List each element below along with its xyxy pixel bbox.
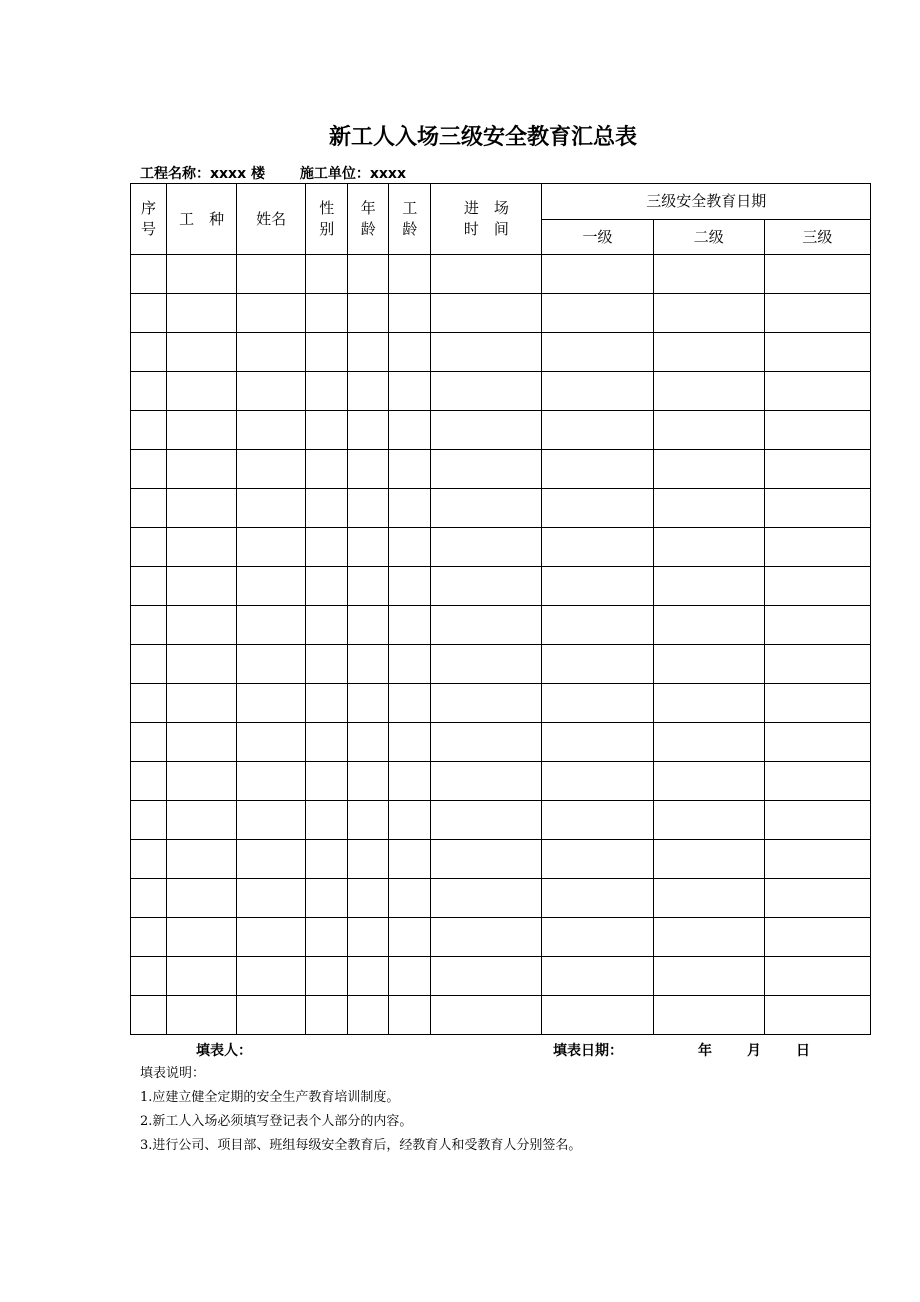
table-cell[interactable] bbox=[764, 567, 870, 606]
table-cell[interactable] bbox=[131, 996, 167, 1035]
table-cell[interactable] bbox=[764, 450, 870, 489]
table-cell[interactable] bbox=[431, 450, 542, 489]
table-cell[interactable] bbox=[131, 840, 167, 879]
table-row bbox=[131, 918, 871, 957]
table-row bbox=[131, 684, 871, 723]
table-cell[interactable] bbox=[167, 567, 237, 606]
table-cell[interactable] bbox=[167, 996, 237, 1035]
table-cell[interactable] bbox=[348, 606, 389, 645]
table-cell[interactable] bbox=[306, 411, 348, 450]
table-cell[interactable] bbox=[237, 879, 306, 918]
table-cell[interactable] bbox=[764, 801, 870, 840]
header-level2: 二级 bbox=[653, 220, 764, 255]
table-cell[interactable] bbox=[542, 450, 653, 489]
table-cell[interactable] bbox=[653, 333, 764, 372]
table-cell[interactable] bbox=[542, 957, 653, 996]
table-cell[interactable] bbox=[431, 840, 542, 879]
header-age: 年 龄 bbox=[348, 184, 389, 255]
table-cell[interactable] bbox=[348, 840, 389, 879]
project-name: 工程名称：xxxx 楼 bbox=[140, 166, 265, 182]
table-cell[interactable] bbox=[306, 762, 348, 801]
table-cell[interactable] bbox=[306, 255, 348, 294]
table-cell[interactable] bbox=[348, 567, 389, 606]
table-row bbox=[131, 333, 871, 372]
table-cell[interactable] bbox=[237, 372, 306, 411]
table-cell[interactable] bbox=[131, 567, 167, 606]
table-cell[interactable] bbox=[348, 450, 389, 489]
table-cell[interactable] bbox=[431, 762, 542, 801]
table-cell[interactable] bbox=[653, 996, 764, 1035]
table-cell[interactable] bbox=[237, 801, 306, 840]
table-row bbox=[131, 645, 871, 684]
table-cell[interactable] bbox=[348, 957, 389, 996]
table-cell[interactable] bbox=[542, 411, 653, 450]
table-cell[interactable] bbox=[542, 996, 653, 1035]
table-cell[interactable] bbox=[167, 918, 237, 957]
table-cell[interactable] bbox=[348, 255, 389, 294]
header-name: 姓名 bbox=[237, 184, 306, 255]
table-cell[interactable] bbox=[131, 684, 167, 723]
table-cell[interactable] bbox=[389, 294, 431, 333]
table-cell[interactable] bbox=[167, 645, 237, 684]
table-cell[interactable] bbox=[542, 879, 653, 918]
table-cell[interactable] bbox=[431, 333, 542, 372]
table-cell[interactable] bbox=[348, 879, 389, 918]
table-cell[interactable] bbox=[389, 645, 431, 684]
table-cell[interactable] bbox=[131, 294, 167, 333]
table-cell[interactable] bbox=[542, 606, 653, 645]
table-cell[interactable] bbox=[431, 996, 542, 1035]
table-cell[interactable] bbox=[131, 606, 167, 645]
table-cell[interactable] bbox=[764, 411, 870, 450]
header-level3: 三级 bbox=[764, 220, 870, 255]
date-year: 年 bbox=[698, 1043, 712, 1059]
table-cell[interactable] bbox=[389, 723, 431, 762]
table-cell[interactable] bbox=[764, 918, 870, 957]
table-cell[interactable] bbox=[431, 723, 542, 762]
table-cell[interactable] bbox=[131, 528, 167, 567]
table-cell[interactable] bbox=[764, 528, 870, 567]
table-cell[interactable] bbox=[131, 489, 167, 528]
table-cell[interactable] bbox=[431, 684, 542, 723]
form-meta bbox=[140, 163, 436, 183]
table-cell[interactable] bbox=[348, 645, 389, 684]
table-cell[interactable] bbox=[237, 450, 306, 489]
table-cell[interactable] bbox=[764, 372, 870, 411]
table-cell[interactable] bbox=[348, 723, 389, 762]
table-cell[interactable] bbox=[167, 957, 237, 996]
note-item: 2.新工人入场必须填写登记表个人部分的内容。 bbox=[140, 1114, 413, 1129]
table-cell[interactable] bbox=[237, 723, 306, 762]
table-cell[interactable] bbox=[131, 918, 167, 957]
table-cell[interactable] bbox=[389, 762, 431, 801]
table-cell[interactable] bbox=[131, 879, 167, 918]
table-cell[interactable] bbox=[389, 450, 431, 489]
table-row bbox=[131, 996, 871, 1035]
table-cell[interactable] bbox=[389, 489, 431, 528]
table-cell[interactable] bbox=[389, 333, 431, 372]
table-cell[interactable] bbox=[431, 879, 542, 918]
table-cell[interactable] bbox=[653, 840, 764, 879]
table-cell[interactable] bbox=[167, 489, 237, 528]
table-cell[interactable] bbox=[306, 333, 348, 372]
table-cell[interactable] bbox=[167, 411, 237, 450]
table-cell[interactable] bbox=[167, 255, 237, 294]
table-cell[interactable] bbox=[131, 372, 167, 411]
table-cell[interactable] bbox=[306, 996, 348, 1035]
table-cell[interactable] bbox=[389, 996, 431, 1035]
table-cell[interactable] bbox=[237, 762, 306, 801]
table-cell[interactable] bbox=[167, 879, 237, 918]
table-cell[interactable] bbox=[237, 957, 306, 996]
table-cell[interactable] bbox=[348, 411, 389, 450]
table-cell[interactable] bbox=[237, 645, 306, 684]
table-cell[interactable] bbox=[167, 528, 237, 567]
table-cell[interactable] bbox=[389, 411, 431, 450]
note-item: 1.应建立健全定期的安全生产教育培训制度。 bbox=[140, 1090, 400, 1105]
table-cell[interactable] bbox=[764, 606, 870, 645]
table-cell[interactable] bbox=[389, 801, 431, 840]
education-summary-table bbox=[130, 183, 871, 1035]
table-cell[interactable] bbox=[167, 684, 237, 723]
table-cell[interactable] bbox=[542, 489, 653, 528]
table-cell[interactable] bbox=[306, 723, 348, 762]
table-cell[interactable] bbox=[237, 606, 306, 645]
header-edu-dates: 三级安全教育日期 bbox=[542, 184, 871, 220]
table-row bbox=[131, 606, 871, 645]
table-cell[interactable] bbox=[389, 606, 431, 645]
table-row bbox=[131, 528, 871, 567]
table-cell[interactable] bbox=[167, 723, 237, 762]
header-entry-time: 进 场 时 间 bbox=[431, 184, 542, 255]
table-row bbox=[131, 723, 871, 762]
table-cell[interactable] bbox=[431, 411, 542, 450]
table-cell[interactable] bbox=[167, 762, 237, 801]
table-cell[interactable] bbox=[764, 645, 870, 684]
table-cell[interactable] bbox=[167, 294, 237, 333]
table-cell[interactable] bbox=[348, 489, 389, 528]
table-cell[interactable] bbox=[542, 723, 653, 762]
page-title: 新工人入场三级安全教育汇总表 bbox=[328, 124, 637, 150]
table-cell[interactable] bbox=[764, 489, 870, 528]
table-row bbox=[131, 255, 871, 294]
table-cell[interactable] bbox=[542, 372, 653, 411]
table-cell[interactable] bbox=[431, 255, 542, 294]
table-row bbox=[131, 372, 871, 411]
table-cell[interactable] bbox=[764, 996, 870, 1035]
table-cell[interactable] bbox=[653, 879, 764, 918]
table-cell[interactable] bbox=[653, 372, 764, 411]
table-cell[interactable] bbox=[653, 762, 764, 801]
table-cell[interactable] bbox=[764, 957, 870, 996]
table-cell[interactable] bbox=[131, 411, 167, 450]
table-cell[interactable] bbox=[306, 294, 348, 333]
table-cell[interactable] bbox=[237, 567, 306, 606]
table-cell[interactable] bbox=[167, 333, 237, 372]
table-cell[interactable] bbox=[167, 606, 237, 645]
table-row bbox=[131, 957, 871, 996]
table-cell[interactable] bbox=[653, 528, 764, 567]
table-row bbox=[131, 294, 871, 333]
table-cell[interactable] bbox=[306, 840, 348, 879]
table-cell[interactable] bbox=[131, 957, 167, 996]
table-cell[interactable] bbox=[348, 801, 389, 840]
table-cell[interactable] bbox=[167, 801, 237, 840]
table-cell[interactable] bbox=[764, 879, 870, 918]
table-cell[interactable] bbox=[131, 801, 167, 840]
table-cell[interactable] bbox=[431, 489, 542, 528]
table-row bbox=[131, 840, 871, 879]
table-row bbox=[131, 411, 871, 450]
construction-unit: 施工单位：xxxx bbox=[299, 166, 406, 182]
table-row bbox=[131, 762, 871, 801]
table-cell[interactable] bbox=[764, 723, 870, 762]
table-row bbox=[131, 567, 871, 606]
table-cell[interactable] bbox=[348, 372, 389, 411]
table-cell[interactable] bbox=[542, 840, 653, 879]
table-cell[interactable] bbox=[389, 840, 431, 879]
table-cell[interactable] bbox=[431, 294, 542, 333]
table-cell[interactable] bbox=[542, 801, 653, 840]
table-cell[interactable] bbox=[348, 294, 389, 333]
table-row bbox=[131, 450, 871, 489]
table-cell[interactable] bbox=[237, 918, 306, 957]
fill-date-label: 填表日期： bbox=[553, 1043, 623, 1059]
table-cell[interactable] bbox=[306, 489, 348, 528]
table-cell[interactable] bbox=[306, 801, 348, 840]
table-cell[interactable] bbox=[131, 450, 167, 489]
table-cell[interactable] bbox=[306, 879, 348, 918]
table-cell[interactable] bbox=[431, 528, 542, 567]
table-cell[interactable] bbox=[131, 333, 167, 372]
table-cell[interactable] bbox=[306, 957, 348, 996]
table-cell[interactable] bbox=[389, 957, 431, 996]
fill-instructions bbox=[140, 1062, 581, 1158]
table-cell[interactable] bbox=[306, 645, 348, 684]
table-cell[interactable] bbox=[653, 255, 764, 294]
table-cell[interactable] bbox=[431, 645, 542, 684]
table-cell[interactable] bbox=[431, 606, 542, 645]
table-cell[interactable] bbox=[237, 684, 306, 723]
header-gender: 性 别 bbox=[306, 184, 348, 255]
table-cell[interactable] bbox=[542, 333, 653, 372]
table-body bbox=[131, 255, 871, 1035]
filler-label: 填表人： bbox=[196, 1043, 252, 1059]
table-cell[interactable] bbox=[131, 645, 167, 684]
table-cell[interactable] bbox=[653, 567, 764, 606]
table-cell[interactable] bbox=[131, 762, 167, 801]
table-cell[interactable] bbox=[306, 528, 348, 567]
table-cell[interactable] bbox=[306, 684, 348, 723]
table-cell[interactable] bbox=[237, 333, 306, 372]
table-cell[interactable] bbox=[389, 879, 431, 918]
table-cell[interactable] bbox=[653, 450, 764, 489]
table-cell[interactable] bbox=[764, 294, 870, 333]
table-cell[interactable] bbox=[389, 372, 431, 411]
table-cell[interactable] bbox=[348, 762, 389, 801]
header-seniority: 工 龄 bbox=[389, 184, 431, 255]
table-cell[interactable] bbox=[653, 957, 764, 996]
table-cell[interactable] bbox=[167, 840, 237, 879]
table-cell[interactable] bbox=[431, 801, 542, 840]
table-cell[interactable] bbox=[542, 762, 653, 801]
table-cell[interactable] bbox=[237, 294, 306, 333]
date-day: 日 bbox=[796, 1043, 810, 1059]
notes-heading: 填表说明： bbox=[140, 1066, 206, 1081]
table-cell[interactable] bbox=[542, 294, 653, 333]
table-cell[interactable] bbox=[653, 801, 764, 840]
table-cell[interactable] bbox=[389, 684, 431, 723]
table-cell[interactable] bbox=[306, 918, 348, 957]
note-item: 3.进行公司、项目部、班组每级安全教育后，经教育人和受教育人分别签名。 bbox=[140, 1138, 582, 1153]
table-cell[interactable] bbox=[167, 372, 237, 411]
table-cell[interactable] bbox=[389, 255, 431, 294]
table-cell[interactable] bbox=[764, 840, 870, 879]
table-cell[interactable] bbox=[653, 411, 764, 450]
table-cell[interactable] bbox=[167, 450, 237, 489]
table-cell[interactable] bbox=[237, 255, 306, 294]
table-cell[interactable] bbox=[237, 840, 306, 879]
table-cell[interactable] bbox=[431, 567, 542, 606]
table-cell[interactable] bbox=[653, 606, 764, 645]
table-cell[interactable] bbox=[389, 567, 431, 606]
table-cell[interactable] bbox=[237, 489, 306, 528]
table-cell[interactable] bbox=[431, 957, 542, 996]
table-cell[interactable] bbox=[131, 723, 167, 762]
table-cell[interactable] bbox=[764, 684, 870, 723]
table-cell[interactable] bbox=[348, 996, 389, 1035]
table-cell[interactable] bbox=[237, 528, 306, 567]
table-cell[interactable] bbox=[764, 333, 870, 372]
table-cell[interactable] bbox=[306, 372, 348, 411]
table-cell[interactable] bbox=[542, 684, 653, 723]
table-cell[interactable] bbox=[348, 684, 389, 723]
table-cell[interactable] bbox=[653, 723, 764, 762]
table-cell[interactable] bbox=[348, 528, 389, 567]
table-cell[interactable] bbox=[542, 567, 653, 606]
table-cell[interactable] bbox=[237, 411, 306, 450]
table-cell[interactable] bbox=[542, 918, 653, 957]
table-cell[interactable] bbox=[653, 294, 764, 333]
table-cell[interactable] bbox=[653, 645, 764, 684]
header-trade: 工 种 bbox=[167, 184, 237, 255]
table-cell[interactable] bbox=[542, 645, 653, 684]
table-cell[interactable] bbox=[306, 450, 348, 489]
table-row bbox=[131, 879, 871, 918]
date-month: 月 bbox=[747, 1043, 761, 1059]
table-row bbox=[131, 489, 871, 528]
table-row bbox=[131, 801, 871, 840]
table-cell[interactable] bbox=[764, 255, 870, 294]
table-cell[interactable] bbox=[764, 762, 870, 801]
table-cell[interactable] bbox=[131, 255, 167, 294]
table-cell[interactable] bbox=[389, 918, 431, 957]
table-cell[interactable] bbox=[348, 918, 389, 957]
table-cell[interactable] bbox=[237, 996, 306, 1035]
table-cell[interactable] bbox=[306, 606, 348, 645]
header-level1: 一级 bbox=[542, 220, 653, 255]
table-cell[interactable] bbox=[389, 528, 431, 567]
table-cell[interactable] bbox=[653, 918, 764, 957]
table-cell[interactable] bbox=[348, 333, 389, 372]
header-seq: 序 号 bbox=[131, 184, 167, 255]
table-cell[interactable] bbox=[431, 918, 542, 957]
table-cell[interactable] bbox=[431, 372, 542, 411]
table-cell[interactable] bbox=[542, 255, 653, 294]
table-cell[interactable] bbox=[306, 567, 348, 606]
table-cell[interactable] bbox=[653, 489, 764, 528]
table-cell[interactable] bbox=[542, 528, 653, 567]
table-cell[interactable] bbox=[653, 684, 764, 723]
